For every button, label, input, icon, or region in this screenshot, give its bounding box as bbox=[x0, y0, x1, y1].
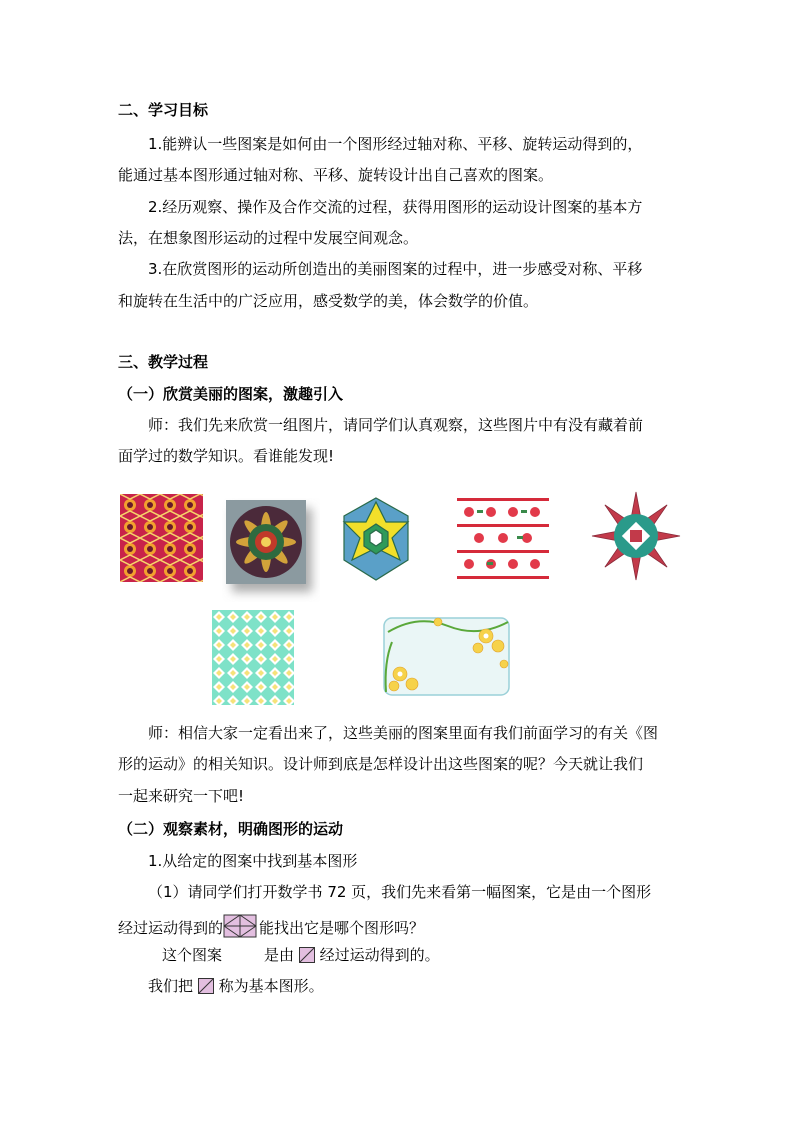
answer-part-b: 是由 bbox=[264, 946, 295, 964]
teacher2-line1: 师：相信大家一定看出来了，这些美丽的图案里面有我们前面学习的有关《图 bbox=[148, 724, 659, 742]
four-square-pattern-icon bbox=[223, 914, 259, 940]
goal1-line1: 1.能辨认一些图案是如何由一个图形经过轴对称、平移、旋转运动得到的， bbox=[148, 135, 643, 153]
pattern-image-red-embroidery bbox=[457, 494, 549, 584]
pattern-image-flower-frame bbox=[378, 612, 515, 701]
part1-heading: （一）欣赏美丽的图案，激趣引入 bbox=[118, 385, 344, 403]
pattern-image-star-medallion bbox=[590, 490, 682, 582]
goal2-line2: 法，在想象图形运动的过程中发展空间观念。 bbox=[118, 229, 419, 247]
answer-part-c: 经过运动得到的。 bbox=[319, 946, 440, 964]
pattern-image-pink-kaleidoscope bbox=[120, 494, 203, 582]
pattern-image-green-diamond-tile bbox=[212, 610, 294, 705]
goal3-line1: 3.在欣赏图形的运动所创造出的美丽图案的过程中，进一步感受对称、平移 bbox=[148, 260, 643, 278]
basic-shape-icon bbox=[299, 947, 315, 963]
q1-line2 bbox=[118, 914, 678, 940]
pattern-image-yellow-star-hexagon bbox=[338, 496, 414, 582]
part2-heading: （二）观察素材，明确图形的运动 bbox=[118, 820, 344, 838]
basic-shape-icon bbox=[198, 978, 214, 994]
goal1-line2: 能通过基本图形通过轴对称、平移、旋转设计出自己喜欢的图案。 bbox=[118, 166, 554, 184]
q1-line2-end: 能找出它是哪个图形吗？ bbox=[259, 919, 425, 937]
answer-line bbox=[162, 945, 722, 965]
section2-heading: 二、学习目标 bbox=[118, 101, 209, 119]
teacher1-line2: 面学过的数学知识。看谁能发现! bbox=[118, 447, 335, 465]
section3-heading: 三、教学过程 bbox=[118, 353, 209, 371]
step1: 1.从给定的图案中找到基本图形 bbox=[148, 852, 358, 870]
goal2-line1: 2.经历观察、操作及合作交流的过程，获得用图形的运动设计图案的基本方 bbox=[148, 198, 643, 216]
pattern-image-mandala-square bbox=[222, 498, 320, 602]
answer-part-a: 这个图案 bbox=[162, 946, 223, 964]
teacher2-line3: 一起来研究一下吧! bbox=[118, 787, 245, 805]
basic-shape-line bbox=[148, 976, 708, 996]
q1-line1: （1）请同学们打开数学书 72 页，我们先来看第一幅图案，它是由一个图形 bbox=[148, 883, 652, 901]
teacher2-line2: 形的运动》的相关知识。设计师到底是怎样设计出这些图案的呢？今天就让我们 bbox=[118, 755, 644, 773]
call-part-b: 称为基本图形。 bbox=[218, 977, 324, 995]
call-part-a: 我们把 bbox=[148, 977, 194, 995]
goal3-line2: 和旋转在生活中的广泛应用，感受数学的美，体会数学的价值。 bbox=[118, 292, 539, 310]
q1-line2-start: 经过运动得到的 bbox=[118, 919, 224, 937]
teacher1-line1: 师：我们先来欣赏一组图片，请同学们认真观察，这些图片中有没有藏着前 bbox=[148, 416, 644, 434]
